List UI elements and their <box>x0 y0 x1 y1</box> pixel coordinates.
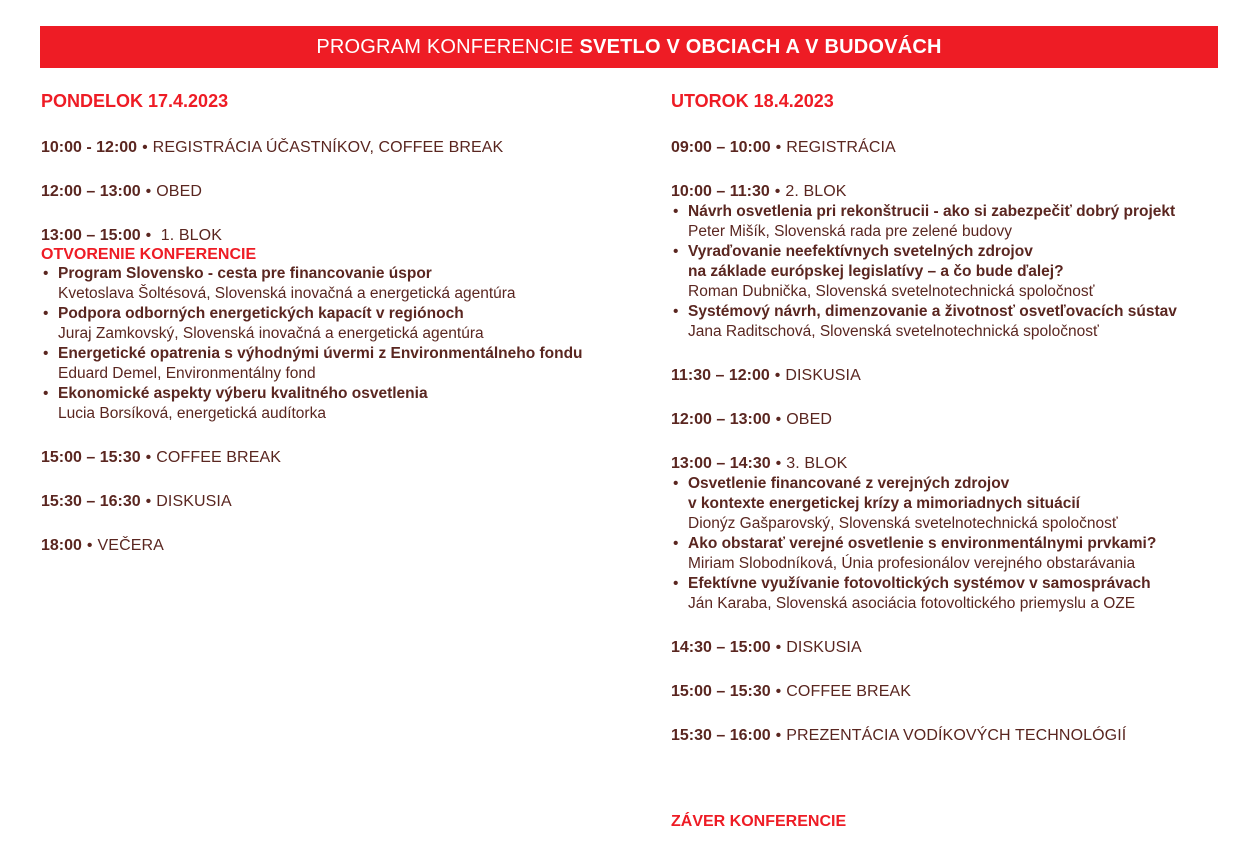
program-title-banner <box>40 26 1218 68</box>
talk-title: Ekonomické aspekty výberu kvalitného osvetlenia <box>58 385 428 402</box>
talk-item <box>671 474 1241 534</box>
entry-activity: VEČERA <box>97 537 164 554</box>
entry-activity: OBED <box>156 183 202 200</box>
bullet-icon: • <box>43 265 49 282</box>
schedule-entry <box>41 536 641 556</box>
entry-activity: 3. BLOK <box>786 455 848 472</box>
talk-item <box>671 242 1241 302</box>
talk-title-line2: na základe európskej legislatívy – a čo bude ďalej? <box>688 263 1064 280</box>
entry-activity: PREZENTÁCIA VODÍKOVÝCH TECHNOLÓGIÍ <box>786 727 1127 744</box>
talk-title: Podpora odborných energetických kapacít v regiónoch <box>58 305 464 322</box>
talk-item <box>671 574 1241 614</box>
program-title-bold: SVETLO V OBCIACH A V BUDOVÁCH <box>579 35 942 58</box>
talk-speaker: Roman Dubnička, Slovenská svetelnotechnická spoločnosť <box>688 283 1095 300</box>
entry-activity: REGISTRÁCIA ÚČASTNÍKOV, COFFEE BREAK <box>152 139 504 156</box>
bullet-icon: • <box>142 139 148 156</box>
talk-item <box>41 304 641 344</box>
talk-title: Ako obstarať verejné osvetlenie s environmentálnymi prvkami? <box>688 535 1157 552</box>
schedule-entry <box>671 366 1241 386</box>
schedule-entry-block <box>41 226 641 424</box>
entry-activity: 1. BLOK <box>156 227 222 244</box>
talk-list <box>41 264 641 424</box>
bullet-icon: • <box>43 385 49 402</box>
talk-speaker: Miriam Slobodníková, Únia profesionálov verejného obstarávania <box>688 555 1136 572</box>
entry-time: 15:30 – 16:00 <box>671 727 771 744</box>
bullet-icon: • <box>673 535 679 552</box>
talk-title: Efektívne využívanie fotovoltických systémov v samosprávach <box>688 575 1151 592</box>
talk-speaker: Eduard Demel, Environmentálny fond <box>58 365 316 382</box>
talk-title: Program Slovensko - cesta pre financovanie úspor <box>58 265 432 282</box>
bullet-icon: • <box>145 449 152 466</box>
talk-item <box>41 384 641 424</box>
entry-activity: OBED <box>786 411 832 428</box>
entry-activity: COFFEE BREAK <box>156 449 282 466</box>
schedule-entry <box>41 138 641 158</box>
entry-activity: COFFEE BREAK <box>786 683 912 700</box>
talk-speaker: Peter Mišík, Slovenská rada pre zelené budovy <box>688 223 1012 240</box>
talk-item <box>41 264 641 304</box>
entry-time: 14:30 – 15:00 <box>671 639 771 656</box>
schedule-entry <box>671 638 1241 658</box>
bullet-icon: • <box>774 183 781 200</box>
entry-time: 12:00 – 13:00 <box>671 411 771 428</box>
entry-time: 13:00 – 14:30 <box>671 455 771 472</box>
talk-speaker: Lucia Borsíková, energetická audítorka <box>58 405 326 422</box>
talk-speaker: Kvetoslava Šoltésová, Slovenská inovačná a energetická agentúra <box>58 285 516 302</box>
schedule-entry <box>41 492 641 512</box>
schedule-entry <box>671 410 1241 430</box>
talk-speaker: Dionýz Gašparovský, Slovenská svetelnotechnická spoločnosť <box>688 515 1118 532</box>
bullet-icon: • <box>775 727 782 744</box>
section-heading-opening: OTVORENIE KONFERENCIE <box>41 246 257 263</box>
day-heading: PONDELOK 17.4.2023 <box>41 91 229 111</box>
talk-title: Vyraďovanie neefektívnych svetelných zdrojov <box>688 243 1033 260</box>
entry-activity: 2. BLOK <box>785 183 847 200</box>
entry-time: 13:00 – 15:00 <box>41 227 141 244</box>
talk-item <box>671 534 1241 574</box>
talk-speaker: Ján Karaba, Slovenská asociácia fotovoltického priemyslu a OZE <box>688 595 1136 612</box>
program-title-light: PROGRAM KONFERENCIE <box>316 35 574 58</box>
talk-speaker: Juraj Zamkovský, Slovenská inovačná a energetická agentúra <box>58 325 484 342</box>
talk-item <box>41 344 641 384</box>
talk-title: Energetické opatrenia s výhodnými úvermi z Environmentálneho fondu <box>58 345 583 362</box>
entry-activity: REGISTRÁCIA <box>786 139 896 156</box>
schedule-entry <box>671 726 1241 746</box>
bullet-icon: • <box>145 183 152 200</box>
talk-speaker: Jana Raditschová, Slovenská svetelnotechnická spoločnosť <box>688 323 1099 340</box>
bullet-icon: • <box>673 203 679 220</box>
day-column-monday <box>41 90 641 580</box>
bullet-icon: • <box>673 575 679 592</box>
talk-list <box>671 474 1241 614</box>
bullet-icon: • <box>673 243 679 260</box>
bullet-icon: • <box>775 411 782 428</box>
entry-time: 11:30 – 12:00 <box>671 367 770 384</box>
bullet-icon: • <box>673 475 679 492</box>
talk-title: Systémový návrh, dimenzovanie a životnosť osvetľovacích sústav <box>688 303 1177 320</box>
schedule-entry <box>41 448 641 468</box>
entry-time: 09:00 – 10:00 <box>671 139 771 156</box>
talk-title: Návrh osvetlenia pri rekonštrucii - ako si zabezpečiť dobrý projekt <box>688 203 1176 220</box>
entry-time: 15:30 – 16:30 <box>41 493 141 510</box>
schedule-entry <box>671 682 1241 702</box>
entry-activity: DISKUSIA <box>785 367 861 384</box>
bullet-icon: • <box>43 305 49 322</box>
schedule-entry <box>671 138 1241 158</box>
talk-title: Osvetlenie financované z verejných zdrojov <box>688 475 1010 492</box>
entry-time: 15:00 – 15:30 <box>41 449 141 466</box>
talk-item <box>671 302 1241 342</box>
entry-time: 12:00 – 13:00 <box>41 183 141 200</box>
schedule-entry-block <box>671 182 1241 342</box>
talk-list <box>671 202 1241 342</box>
bullet-icon: • <box>673 303 679 320</box>
entry-activity: DISKUSIA <box>786 639 862 656</box>
entry-time: 15:00 – 15:30 <box>671 683 771 700</box>
talk-title-line2: v kontexte energetickej krízy a mimoriadnych situácií <box>688 495 1080 512</box>
bullet-icon: • <box>775 139 782 156</box>
bullet-icon: • <box>145 227 152 244</box>
day-column-tuesday <box>671 90 1241 770</box>
day-heading: UTOROK 18.4.2023 <box>671 91 834 111</box>
schedule-entry <box>41 182 641 202</box>
entry-time: 10:00 - 12:00 <box>41 139 138 156</box>
bullet-icon: • <box>86 537 93 554</box>
closing-heading: ZÁVER KONFERENCIE <box>671 813 847 830</box>
schedule-entry-block <box>671 454 1241 614</box>
bullet-icon: • <box>775 455 782 472</box>
bullet-icon: • <box>145 493 152 510</box>
bullet-icon: • <box>43 345 49 362</box>
bullet-icon: • <box>775 683 782 700</box>
entry-time: 10:00 – 11:30 <box>671 183 770 200</box>
entry-activity: DISKUSIA <box>156 493 232 510</box>
bullet-icon: • <box>775 639 782 656</box>
entry-time: 18:00 <box>41 537 82 554</box>
talk-item <box>671 202 1241 242</box>
bullet-icon: • <box>774 367 781 384</box>
